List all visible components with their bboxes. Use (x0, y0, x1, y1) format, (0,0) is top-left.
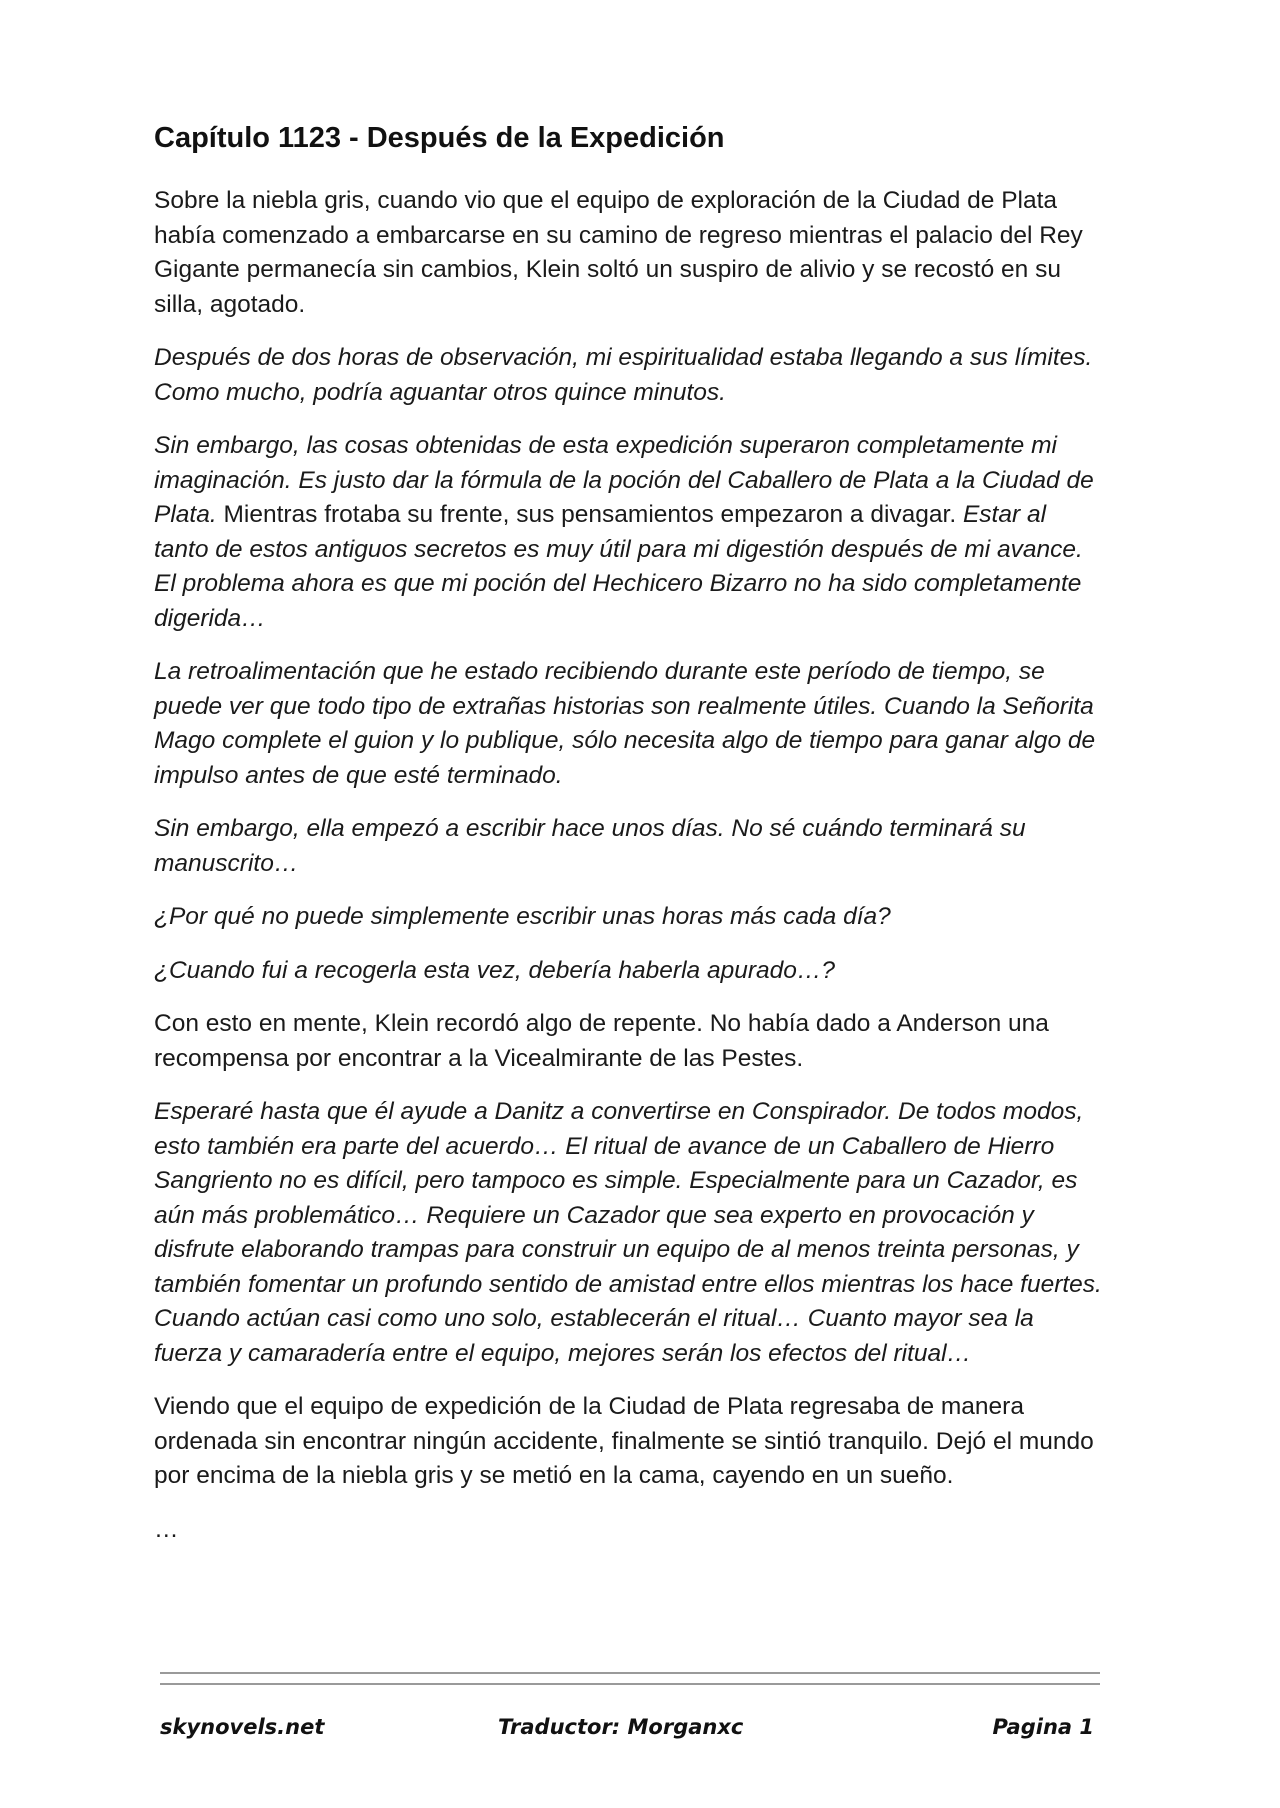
paragraph-text: Viendo que el equipo de expedición de la Ciudad de Plata regresaba de manera ordenada sin encontrar ningún accidente, finalmente se sintió tranquilo. Dejó el mundo por encima de la niebla gris y se metió en la cama, cayendo en un sueño. (154, 1393, 1094, 1489)
ellipsis-separator (154, 1513, 1104, 1548)
paragraph (154, 655, 1104, 793)
footer-site: skynovels.net (160, 1715, 325, 1739)
paragraph-text: Sobre la niebla gris, cuando vio que el equipo de exploración de la Ciudad de Plata había comenzado a embarcarse en su camino de regreso mientras el palacio del Rey Gigante permanecía sin cambios, Klein soltó un suspiro de alivio y se recostó en su silla, agotado. (154, 187, 1083, 318)
paragraph (154, 1095, 1104, 1371)
paragraph (154, 954, 1104, 989)
page-footer (160, 1715, 1100, 1745)
paragraph-text: … (154, 1515, 179, 1543)
chapter-title: Capítulo 1123 - Después de la Expedición (154, 122, 725, 154)
footer-divider (160, 1683, 1100, 1685)
paragraph (154, 184, 1104, 322)
paragraph-text: Mientras frotaba su frente, sus pensamientos empezaron a divagar. (216, 501, 963, 528)
paragraph-text: Esperaré hasta que él ayude a Danitz a convertirse en Conspirador. De todos modos, esto también era parte del acuerdo… El ritual de avance de un Caballero de Hierro Sangriento no es difícil, pero tampoco es simple. Especialmente para un Cazador, es aún más problemático… Requiere un Cazador que sea experto en provocación y disfrute elaborando trampas para construir un equipo de al menos treinta personas, y también fomentar un profundo sentido de amistad entre ellos mientras los hace fuertes. Cuando actúan casi como uno solo, establecerán el ritual… Cuanto mayor sea la fuerza y camaradería entre el equipo, mejores serán los efectos del ritual… (154, 1098, 1102, 1367)
footer-page-number: Pagina 1 (992, 1715, 1094, 1739)
paragraph-text: Después de dos horas de observación, mi espiritualidad estaba llegando a sus límites. Como mucho, podría aguantar otros quince minutos. (154, 344, 1093, 406)
footer-divider (160, 1672, 1100, 1674)
paragraph-text: ¿Cuando fui a recogerla esta vez, debería haberla apurado…? (154, 956, 835, 984)
paragraph-text: Estar al tanto de estos antiguos secretos es muy útil para mi digestión después de mi avance. El problema ahora es que mi poción del Hechicero Bizarro no ha sido completamente digerida… (154, 501, 1083, 632)
paragraph (154, 341, 1104, 410)
paragraph (154, 1390, 1104, 1494)
paragraph-text: ¿Por qué no puede simplemente escribir unas horas más cada día? (154, 903, 891, 930)
paragraph (154, 812, 1104, 881)
paragraph-text: Sin embargo, ella empezó a escribir hace unos días. No sé cuándo terminará su manuscrito… (154, 815, 1026, 877)
paragraph (154, 429, 1104, 636)
footer-translator: Traductor: Morganxc (498, 1715, 744, 1739)
paragraph-text: Con esto en mente, Klein recordó algo de repente. No había dado a Anderson una recompensa por encontrar a la Vicealmirante de las Pestes. (154, 1010, 1049, 1072)
paragraph-text: Sin embargo, las cosas obtenidas de esta expedición superaron completamente mi imaginación. Es justo dar la fórmula de la poción del Caballero de Plata a la Ciudad de Plata. (154, 432, 1094, 528)
paragraph-text: La retroalimentación que he estado recibiendo durante este período de tiempo, se puede ver que todo tipo de extrañas historias son realmente útiles. Cuando la Señorita Mago complete el guion y lo publique, sólo necesita algo de tiempo para ganar algo de impulso antes de que esté terminado. (154, 658, 1096, 789)
paragraph (154, 900, 1104, 935)
paragraph (154, 1007, 1104, 1076)
page-content (154, 120, 1104, 1566)
